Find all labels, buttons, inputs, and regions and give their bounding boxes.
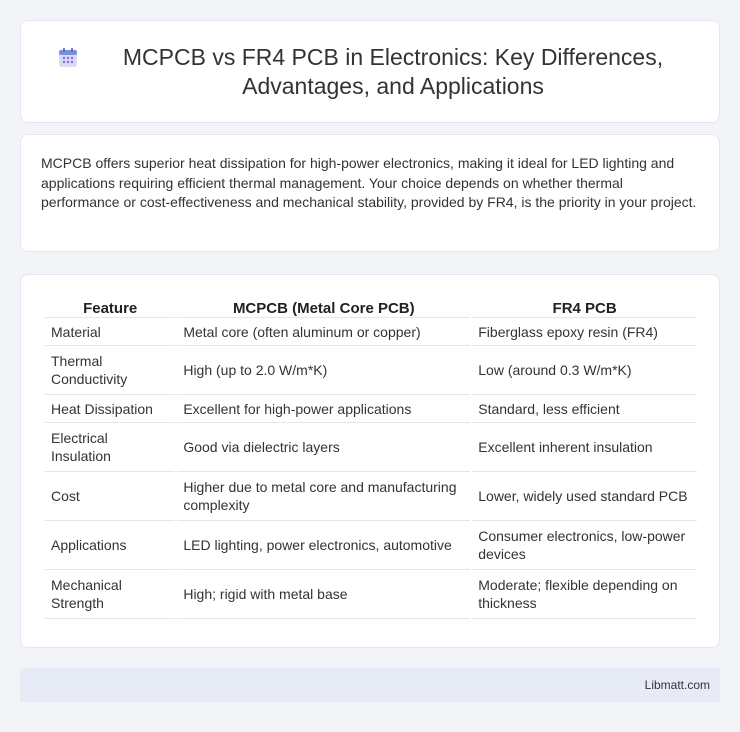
table-row bbox=[45, 423, 697, 472]
feature-cell: Applications bbox=[45, 521, 175, 570]
fr4-cell: Lower, widely used standard PCB bbox=[472, 472, 697, 521]
table-card bbox=[20, 274, 720, 648]
mcpcb-cell: Excellent for high-power applications bbox=[177, 395, 470, 423]
table-row bbox=[45, 472, 697, 521]
fr4-cell: Moderate; flexible depending on thickness bbox=[472, 570, 697, 619]
feature-cell: Material bbox=[45, 318, 175, 346]
header-mcpcb: MCPCB (Metal Core PCB) bbox=[177, 297, 470, 318]
table-row bbox=[45, 521, 697, 570]
footer bbox=[20, 668, 720, 702]
mcpcb-cell: Metal core (often aluminum or copper) bbox=[177, 318, 470, 346]
summary-text: MCPCB offers superior heat dissipation for high-power electronics, making it ideal for LED lighting and applications requiring efficient thermal management. Your choice depends on whether thermal performance or cost-effectiveness and mechanical stability, provided by FR4, is the priority in your project. bbox=[41, 155, 697, 210]
table-row bbox=[45, 318, 697, 346]
header-feature: Feature bbox=[45, 297, 175, 318]
table-row bbox=[45, 346, 697, 395]
footer-site-link[interactable]: Libmatt.com bbox=[644, 678, 710, 692]
feature-cell: Cost bbox=[45, 472, 175, 521]
feature-cell: Thermal Conductivity bbox=[45, 346, 175, 395]
mcpcb-cell: High (up to 2.0 W/m*K) bbox=[177, 346, 470, 395]
mcpcb-cell: High; rigid with metal base bbox=[177, 570, 470, 619]
comparison-table bbox=[43, 297, 699, 619]
header-fr4: FR4 PCB bbox=[472, 297, 697, 318]
calendar-icon bbox=[57, 47, 79, 69]
table-row bbox=[45, 395, 697, 423]
table-header-row bbox=[45, 297, 697, 318]
feature-cell: Electrical Insulation bbox=[45, 423, 175, 472]
fr4-cell: Low (around 0.3 W/m*K) bbox=[472, 346, 697, 395]
feature-cell: Heat Dissipation bbox=[45, 395, 175, 423]
title-wrap bbox=[57, 43, 683, 101]
fr4-cell: Excellent inherent insulation bbox=[472, 423, 697, 472]
mcpcb-cell: Higher due to metal core and manufacturing complexity bbox=[177, 472, 470, 521]
fr4-cell: Standard, less efficient bbox=[472, 395, 697, 423]
fr4-cell: Fiberglass epoxy resin (FR4) bbox=[472, 318, 697, 346]
mcpcb-cell: Good via dielectric layers bbox=[177, 423, 470, 472]
fr4-cell: Consumer electronics, low-power devices bbox=[472, 521, 697, 570]
summary-card bbox=[20, 134, 720, 252]
table-row bbox=[45, 570, 697, 619]
page-title: MCPCB vs FR4 PCB in Electronics: Key Differences, Advantages, and Applications bbox=[122, 43, 664, 99]
mcpcb-cell: LED lighting, power electronics, automotive bbox=[177, 521, 470, 570]
title-card bbox=[20, 20, 720, 123]
feature-cell: Mechanical Strength bbox=[45, 570, 175, 619]
